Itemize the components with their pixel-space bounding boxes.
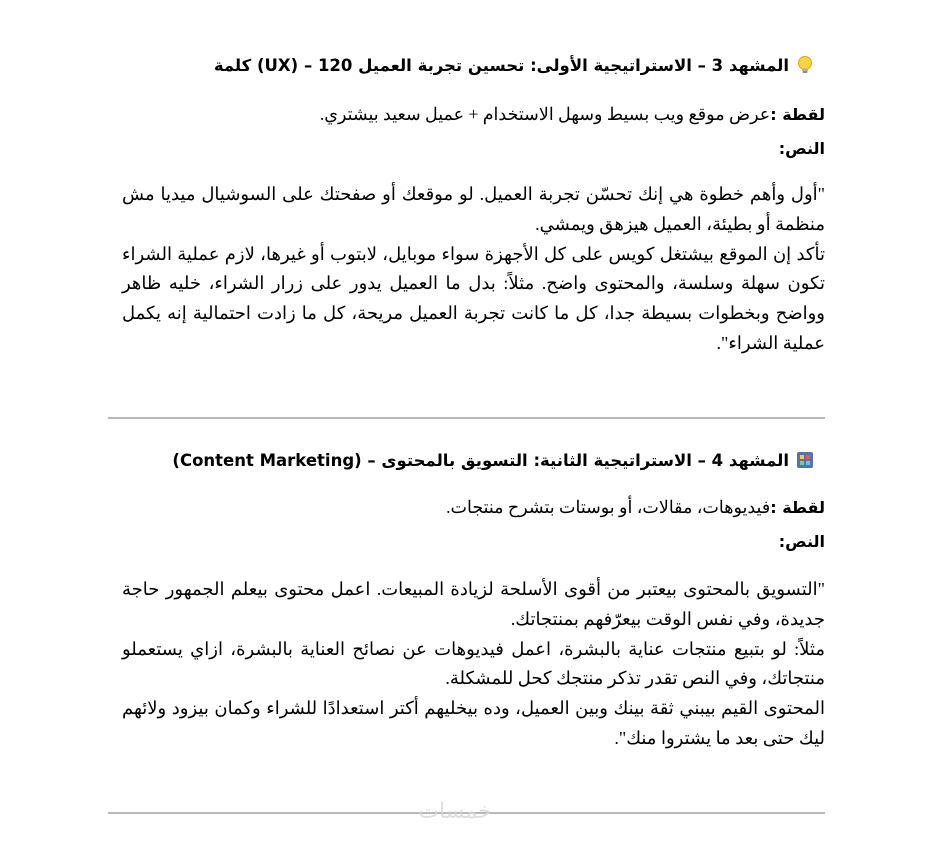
scene4-title: المشهد 4 – الاستراتيجية الثانية: التسويق بالمحتوى – (Content Marketing) — [172, 450, 789, 470]
scene3-shot-line — [320, 104, 825, 125]
scene3-heading — [214, 55, 815, 75]
scene3-text-label-line — [779, 138, 825, 159]
scene4-text-label: النص: — [778, 532, 825, 551]
scene3-body — [122, 180, 825, 359]
scene4-shot-text: فيديوهات، مقالات، أو بوستات بتشرح منتجات. — [446, 497, 771, 517]
phone-screen-icon — [795, 450, 815, 470]
scene3-title: المشهد 3 – الاستراتيجية الأولى: تحسين تجربة العميل 120 – (UX) كلمة — [213, 55, 789, 75]
scene4-heading — [172, 450, 815, 470]
scene3-shot-label: لقطة : — [770, 105, 825, 124]
scene4-shot-label: لقطة : — [770, 498, 825, 517]
scene4-shot-line — [446, 497, 825, 518]
scene3-paragraph: "أول وأهم خطوة هي إنك تحسّن تجربة العميل. لو موقعك أو صفحتك على السوشيال ميديا مش منظمة أو بطيئة، العميل هيزهق ويمشي. — [122, 184, 825, 234]
scene4-text-label-line — [779, 531, 825, 552]
scene4-body — [122, 575, 825, 754]
scene4-paragraph: "التسويق بالمحتوى بيعتبر من أقوى الأسلحة لزيادة المبيعات. اعمل محتوى بيعلم الجمهور حاجة جديدة، وفي نفس الوقت بيعرّفهم بمنتجاتك. — [122, 579, 825, 629]
scene3-text-label: النص: — [778, 139, 825, 158]
scene3-shot-text: عرض موقع ويب بسيط وسهل الاستخدام + عميل سعيد بيشتري. — [319, 104, 771, 124]
section-divider — [108, 417, 825, 419]
watermark: خمسات — [418, 799, 492, 824]
scene4-paragraph: المحتوى القيم بيبني ثقة بينك وبين العميل، وده بيخليهم أكتر استعدادًا للشراء وكمان بيزود ولائهم ليك حتى بعد ما يشتروا منك". — [122, 698, 825, 748]
lightbulb-icon — [795, 55, 815, 75]
scene4-paragraph: مثلاً: لو بتبيع منتجات عناية بالبشرة، اعمل فيديوهات عن نصائح العناية بالبشرة، ازاي يستعملو منتجاتك، وفي النص تقدر تذكر منتجك كحل للمشكلة. — [122, 638, 825, 689]
scene3-paragraph: تأكد إن الموقع بيشتغل كويس على كل الأجهزة سواء موبايل، لابتوب أو غيرها، لازم عملية الشراء تكون سهلة وسلسة، والمحتوى واضح. مثلاً: بدل ما العميل يدور على زرار الشراء، خليه ظاهر وواضح وبخطوات بسيطة جدا، كل ما كانت تجربة العميل مريحة، كل ما زادت احتمالية إنه يكمل عملية الشراء". — [122, 243, 826, 353]
